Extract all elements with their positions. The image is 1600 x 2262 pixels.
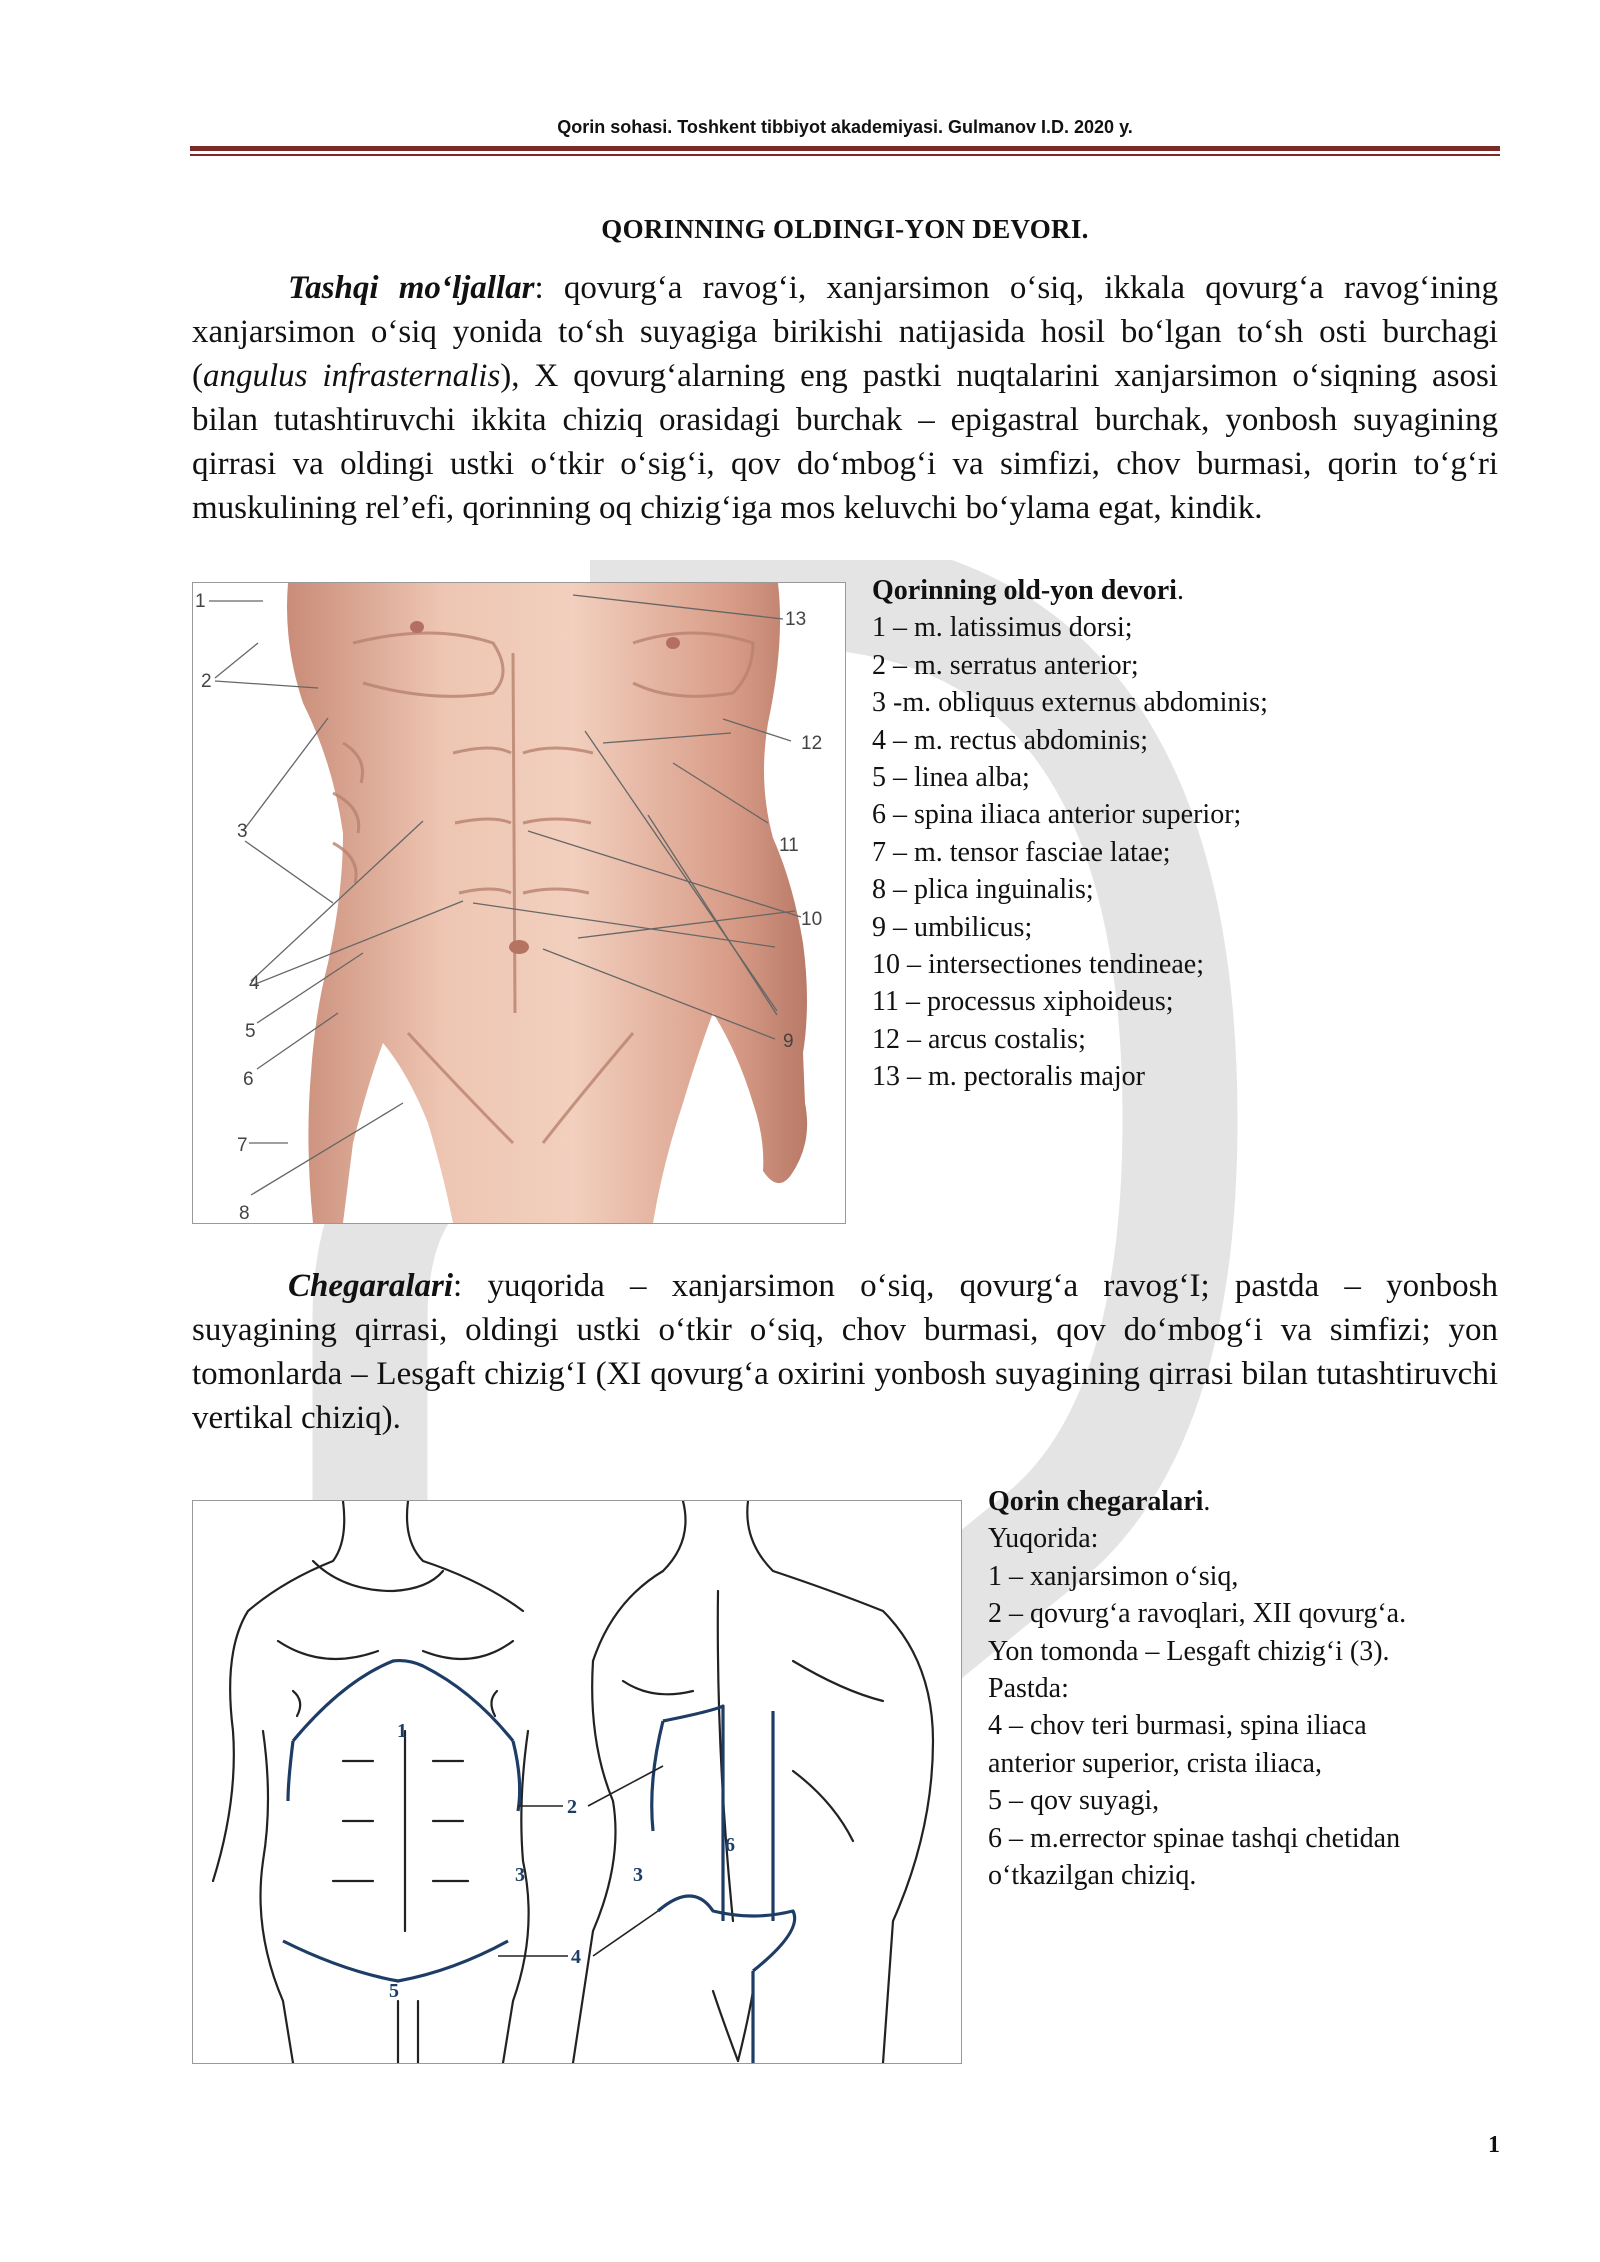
figure-label: 5 bbox=[245, 1021, 256, 1042]
figure-abdominal-wall bbox=[192, 582, 846, 1224]
figure-abdominal-boundaries bbox=[192, 1500, 962, 2064]
legend-title: Qorinning old-yon devori bbox=[872, 575, 1177, 606]
legend-item: 4 – m. rectus abdominis; bbox=[872, 724, 1149, 756]
figure-label: 7 bbox=[237, 1135, 248, 1156]
legend-boundaries bbox=[988, 1483, 1508, 1894]
paragraph-text: ), X qovurg‘alarning eng pastki nuqtalarini xanjarsimon o‘siqning asosi bilan tutashtiruvchi ikkita chiziq orasidagi burchak – epigastral burchak, yonbosh suyagining qirrasi va oldingi ustki o‘tkir o‘sig‘i, qov do‘mbog‘i va simfizi, chov burmasi, qorin to‘g‘ri muskulining rel’efi, qorinning oq chizig‘iga mos keluvchi bo‘ylama egat, kindik. bbox=[192, 358, 1498, 526]
figure-label: 4 bbox=[249, 973, 260, 994]
figure-label: 2 bbox=[201, 671, 212, 692]
figure-label: 13 bbox=[785, 609, 807, 630]
figure-label: 3 bbox=[515, 1864, 525, 1886]
paragraph-landmarks bbox=[192, 266, 1498, 530]
legend-line: 6 – m.errector spinae tashqi chetidan bbox=[988, 1822, 1401, 1854]
legend-item: 11 – processus xiphoideus; bbox=[872, 986, 1174, 1018]
legend-line: 4 – chov teri burmasi, spina iliaca bbox=[988, 1710, 1367, 1742]
section-title: QORINNING OLDINGI-YON DEVORI. bbox=[601, 214, 1089, 244]
legend-item: 8 – plica inguinalis; bbox=[872, 874, 1094, 906]
legend-line: Yon tomonda – Lesgaft chizig‘i (3). bbox=[988, 1635, 1390, 1667]
legend-line: Yuqorida: bbox=[988, 1523, 1099, 1555]
legend-abdominal-wall bbox=[872, 572, 1492, 1096]
legend-line: o‘tkazilgan chiziq. bbox=[988, 1860, 1197, 1892]
legend-item: 6 – spina iliaca anterior superior; bbox=[872, 799, 1242, 831]
figure-label: 9 bbox=[783, 1031, 794, 1052]
header-rule bbox=[190, 146, 1500, 151]
figure-label: 10 bbox=[801, 909, 823, 930]
page-number: 1 bbox=[1488, 2132, 1500, 2158]
figure-label: 8 bbox=[239, 1203, 250, 1223]
legend-item: 5 – linea alba; bbox=[872, 762, 1030, 794]
legend-title: Qorin chegaralari bbox=[988, 1486, 1204, 1517]
legend-title-row bbox=[988, 1483, 1508, 1520]
legend-item: 12 – arcus costalis; bbox=[872, 1023, 1086, 1055]
figure-label: 12 bbox=[801, 733, 823, 754]
figure-label: 5 bbox=[389, 1980, 399, 2002]
legend-item: 10 – intersectiones tendineae; bbox=[872, 949, 1204, 981]
paragraph-boundaries bbox=[192, 1264, 1498, 1440]
figure-label: 6 bbox=[725, 1834, 735, 1856]
paragraph-text: : yuqorida – xanjarsimon o‘siq, qovurg‘a ravog‘I; pastda – yonbosh suyagining qirrasi, oldingi ustki o‘tkir o‘siq, chov burmasi, qov do‘mbog‘i va simfizi; yon tomonlarda – Lesgaft chizig‘I (XI qovurg‘a oxirini yonbosh suyagining qirrasi bilan tutashtiruvchi vertikal chiziq). bbox=[192, 1268, 1498, 1436]
legend-line: 1 – xanjarsimon o‘siq, bbox=[988, 1560, 1239, 1592]
header-rule-thin bbox=[190, 154, 1500, 156]
paragraph-text: : qovurg‘a ravog‘i, xanjarsimon o‘siq, ikkala qovurg‘a ravog‘ining xanjarsimon o‘siq yonida to‘sh suyagiga birikishi natijasida hosil bo‘lgan to‘sh osti burchagi ( bbox=[192, 270, 1499, 394]
figure-label: 2 bbox=[567, 1796, 577, 1818]
torso-illustration bbox=[193, 583, 845, 1223]
legend-title-suffix: . bbox=[1176, 575, 1184, 606]
legend-line: 2 – qovurg‘a ravoqlari, XII qovurg‘a. bbox=[988, 1598, 1407, 1630]
legend-item: 1 – m. latissimus dorsi; bbox=[872, 612, 1133, 644]
paragraph-lead: Tashqi mo‘ljallar bbox=[288, 270, 535, 306]
italic-term: angulus infrasternalis bbox=[203, 358, 501, 394]
legend-line: Pastda: bbox=[988, 1673, 1069, 1705]
legend-item: 13 – m. pectoralis major bbox=[872, 1061, 1145, 1093]
legend-item: 7 – m. tensor fasciae latae; bbox=[872, 836, 1171, 868]
legend-title-suffix: . bbox=[1203, 1486, 1211, 1517]
figure-label: 1 bbox=[397, 1720, 407, 1742]
paragraph-lead: Chegaralari bbox=[288, 1268, 454, 1304]
figure-label: 3 bbox=[237, 821, 248, 842]
figure-label: 3 bbox=[633, 1864, 643, 1886]
legend-line: 5 – qov suyagi, bbox=[988, 1785, 1160, 1817]
figure-label: 1 bbox=[195, 591, 206, 612]
legend-title-row bbox=[872, 572, 1492, 609]
figure-label: 11 bbox=[779, 835, 799, 856]
legend-item: 2 – m. serratus anterior; bbox=[872, 649, 1139, 681]
legend-line: anterior superior, crista iliaca, bbox=[988, 1747, 1322, 1779]
legend-item: 9 – umbilicus; bbox=[872, 911, 1033, 943]
running-header: Qorin sohasi. Toshkent tibbiyot akademiyasi. Gulmanov I.D. 2020 y. bbox=[557, 117, 1133, 137]
boundaries-illustration bbox=[193, 1501, 961, 2063]
figure-label: 6 bbox=[243, 1069, 254, 1090]
figure-label: 4 bbox=[571, 1946, 581, 1968]
legend-item: 3 -m. obliquus externus abdominis; bbox=[872, 687, 1268, 719]
